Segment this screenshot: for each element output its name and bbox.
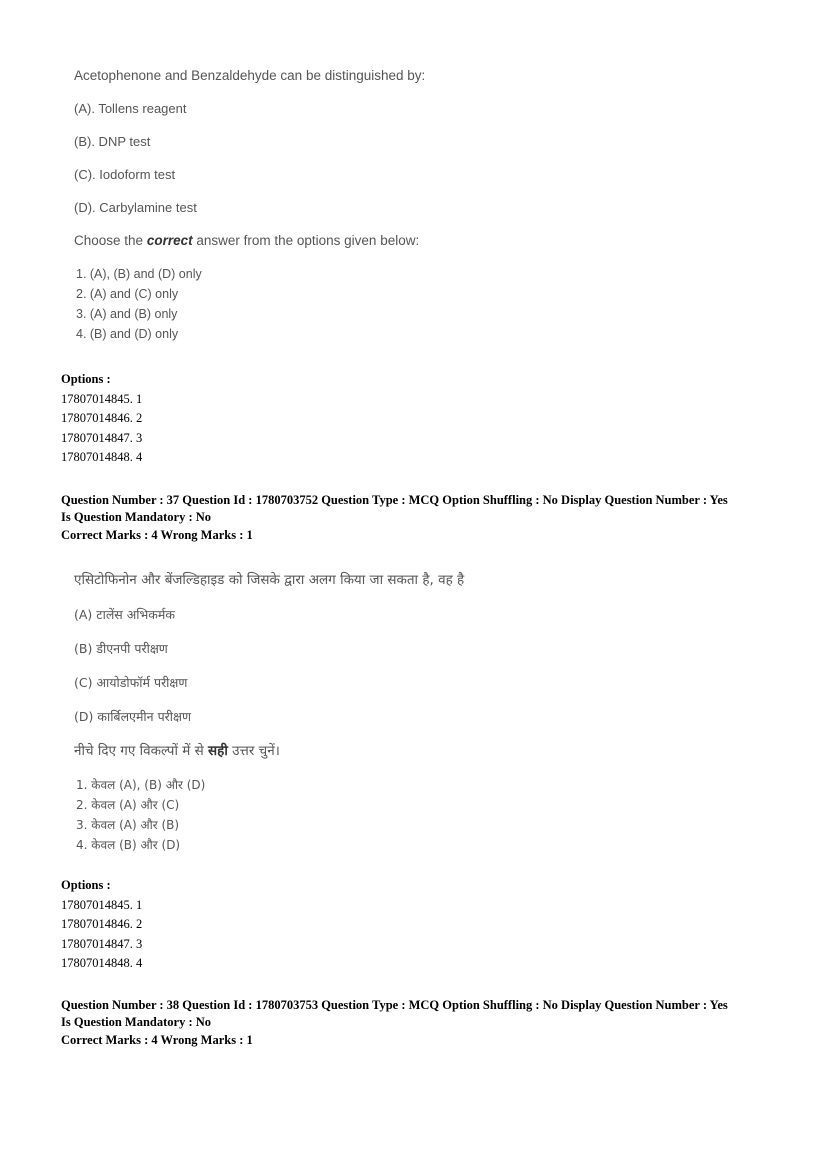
answer-choice: 4. केवल (B) और (D) xyxy=(76,838,181,852)
choose-bold-word: सही xyxy=(208,743,228,759)
statement-c: (C). Iodoform test xyxy=(74,167,176,182)
statement-a: (A). Tollens reagent xyxy=(74,101,187,116)
statement-c: (C) आयोडोफॉर्म परीक्षण xyxy=(74,675,188,690)
options-heading: Options : xyxy=(61,878,111,892)
choose-instruction xyxy=(74,231,634,251)
answer-choice: 3. केवल (A) और (B) xyxy=(76,818,180,832)
option-item: 17807014848. 4 xyxy=(61,450,143,464)
answer-choice: 1. (A), (B) and (D) only xyxy=(76,267,202,281)
choose-suffix: answer from the options given below: xyxy=(192,233,420,248)
option-item: 17807014847. 3 xyxy=(61,936,143,951)
choose-suffix: उत्तर चुनें। xyxy=(227,743,280,759)
statement-a: (A) टालेंस अभिकर्मक xyxy=(74,607,175,622)
choose-bold-word: correct xyxy=(146,233,193,248)
answer-choice: 1. केवल (A), (B) और (D) xyxy=(76,778,206,792)
choose-prefix: Choose the xyxy=(74,233,147,248)
statement-d: (D). Carbylamine test xyxy=(74,200,197,215)
question-marks-line: Correct Marks : 4 Wrong Marks : 1 xyxy=(61,1033,253,1047)
choose-instruction xyxy=(74,741,674,761)
question-mandatory-line: Is Question Mandatory : No xyxy=(61,509,212,524)
question-mandatory-line: Is Question Mandatory : No xyxy=(61,1014,212,1029)
statement-d: (D) कार्बिलएमीन परीक्षण xyxy=(74,709,192,724)
option-item: 17807014845. 1 xyxy=(61,391,143,406)
answer-choice: 3. (A) and (B) only xyxy=(76,307,178,321)
options-heading: Options : xyxy=(61,372,111,386)
question-image-hindi xyxy=(74,570,674,855)
question-stem: एसिटोफिनोन और बेंजल्डिहाइड को जिसके द्वारा अलग किया जा सकता है, वह है xyxy=(74,572,465,588)
statement-b: (B) डीएनपी परीक्षण xyxy=(74,641,168,656)
question-header xyxy=(61,997,728,1049)
options-block xyxy=(61,370,142,468)
option-item: 17807014847. 3 xyxy=(61,430,143,445)
answer-choice: 4. (B) and (D) only xyxy=(76,327,179,341)
question-image-english xyxy=(74,66,634,344)
question-marks-line: Correct Marks : 4 Wrong Marks : 1 xyxy=(61,528,253,542)
option-item: 17807014846. 2 xyxy=(61,411,143,425)
question-meta-line: Question Number : 37 Question Id : 1780703752 Question Type : MCQ Option Shuffling : No Display Question Number : Yes xyxy=(61,493,728,507)
statement-b: (B). DNP test xyxy=(74,134,151,149)
answer-choices xyxy=(74,775,674,855)
option-item: 17807014845. 1 xyxy=(61,897,143,912)
answer-choice: 2. (A) and (C) only xyxy=(76,287,179,301)
options-block xyxy=(61,876,142,974)
question-header xyxy=(61,492,728,544)
option-item: 17807014848. 4 xyxy=(61,956,143,970)
option-item: 17807014846. 2 xyxy=(61,917,143,931)
question-stem: Acetophenone and Benzaldehyde can be distinguished by: xyxy=(74,68,426,83)
question-meta-line: Question Number : 38 Question Id : 1780703753 Question Type : MCQ Option Shuffling : No Display Question Number : Yes xyxy=(61,998,728,1012)
answer-choices xyxy=(74,264,634,344)
choose-prefix: नीचे दिए गए विकल्पों में से xyxy=(74,743,209,759)
answer-choice: 2. केवल (A) और (C) xyxy=(76,798,180,812)
